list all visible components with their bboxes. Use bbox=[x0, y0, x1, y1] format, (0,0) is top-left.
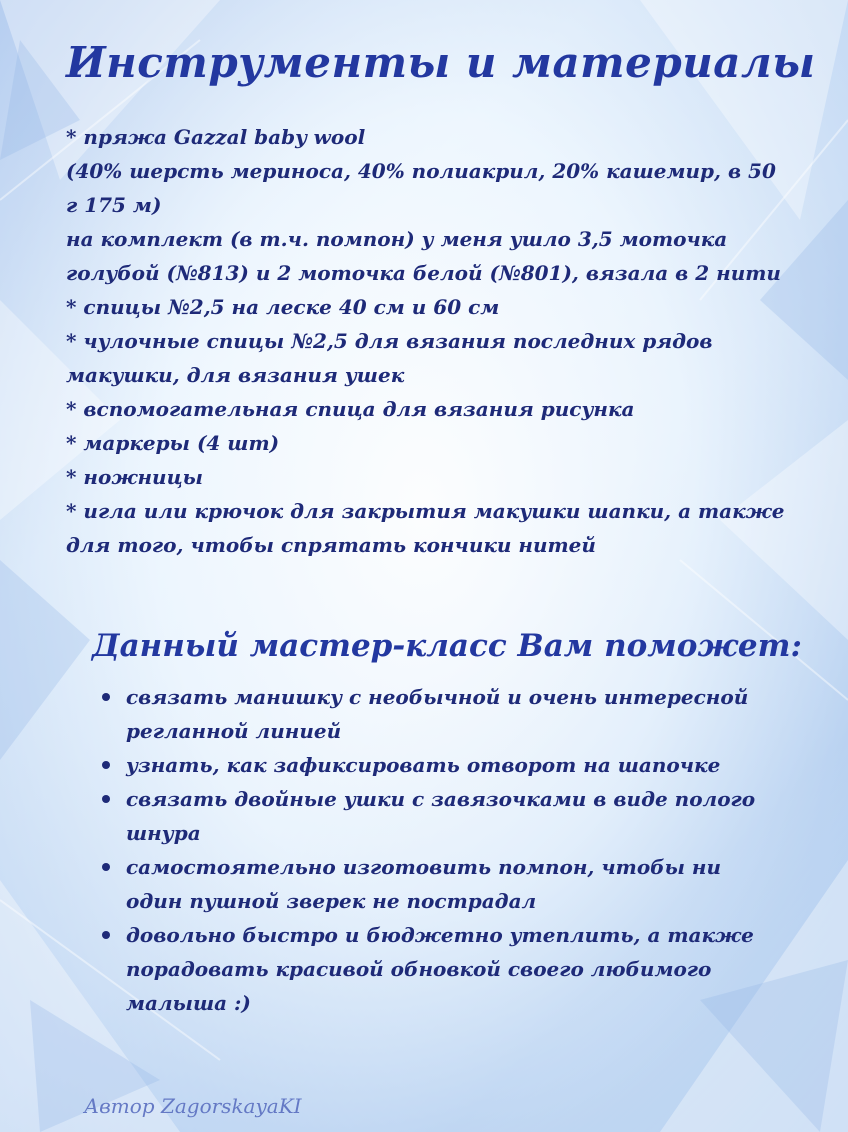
list-item bbox=[100, 918, 760, 1020]
bullet-icon bbox=[102, 795, 110, 803]
list-item: * чулочные спицы №2,5 для вязания последних рядов макушки, для вязания ушек bbox=[66, 329, 713, 387]
list-item: * ножницы bbox=[66, 465, 203, 489]
list-item: на комплект (в т.ч. помпон) у меня ушло 3,5 моточка голубой (№813) и 2 моточка белой (№801), вязала в 2 нити bbox=[66, 227, 781, 285]
list-item: * пряжа Gazzal baby wool bbox=[66, 125, 366, 149]
bullet-icon bbox=[102, 863, 110, 871]
author-signature: Автор ZagorskayaKI bbox=[84, 1094, 302, 1118]
section-subtitle: Данный мастер-класс Вам поможет: bbox=[92, 628, 802, 664]
list-item-text: довольно быстро и бюджетно утеплить, а также порадовать красивой обновкой своего любимого малыша :) bbox=[126, 923, 754, 1015]
list-item-text: узнать, как зафиксировать отворот на шапочке bbox=[126, 753, 721, 777]
list-item: * вспомогательная спица для вязания рисунка bbox=[66, 397, 635, 421]
list-item-text: связать двойные ушки с завязочками в виде полого шнура bbox=[126, 787, 756, 845]
bullet-icon bbox=[102, 931, 110, 939]
list-item-text: связать манишку с необычной и очень интересной реглaнной линией bbox=[126, 685, 749, 743]
benefits-list bbox=[100, 680, 760, 1020]
bullet-icon bbox=[102, 761, 110, 769]
list-item-text: самостоятельно изготовить помпон, чтобы ни один пушной зверек не пострадал bbox=[126, 855, 722, 913]
list-item: * спицы №2,5 на леске 40 см и 60 см bbox=[66, 295, 500, 319]
list-item: * игла или крючок для закрытия макушки шапки, а также для того, чтобы спрятать кончики нитей bbox=[66, 499, 785, 557]
page-title: Инструменты и материалы bbox=[66, 38, 816, 87]
materials-list bbox=[66, 120, 786, 562]
list-item bbox=[100, 850, 760, 918]
list-item bbox=[100, 748, 760, 782]
list-item: * маркеры (4 шт) bbox=[66, 431, 280, 455]
list-item bbox=[100, 782, 760, 850]
bullet-icon bbox=[102, 693, 110, 701]
list-item: (40% шерсть мериноса, 40% полиакрил, 20% кашемир, в 50 г 175 м) bbox=[66, 159, 776, 217]
list-item bbox=[100, 680, 760, 748]
